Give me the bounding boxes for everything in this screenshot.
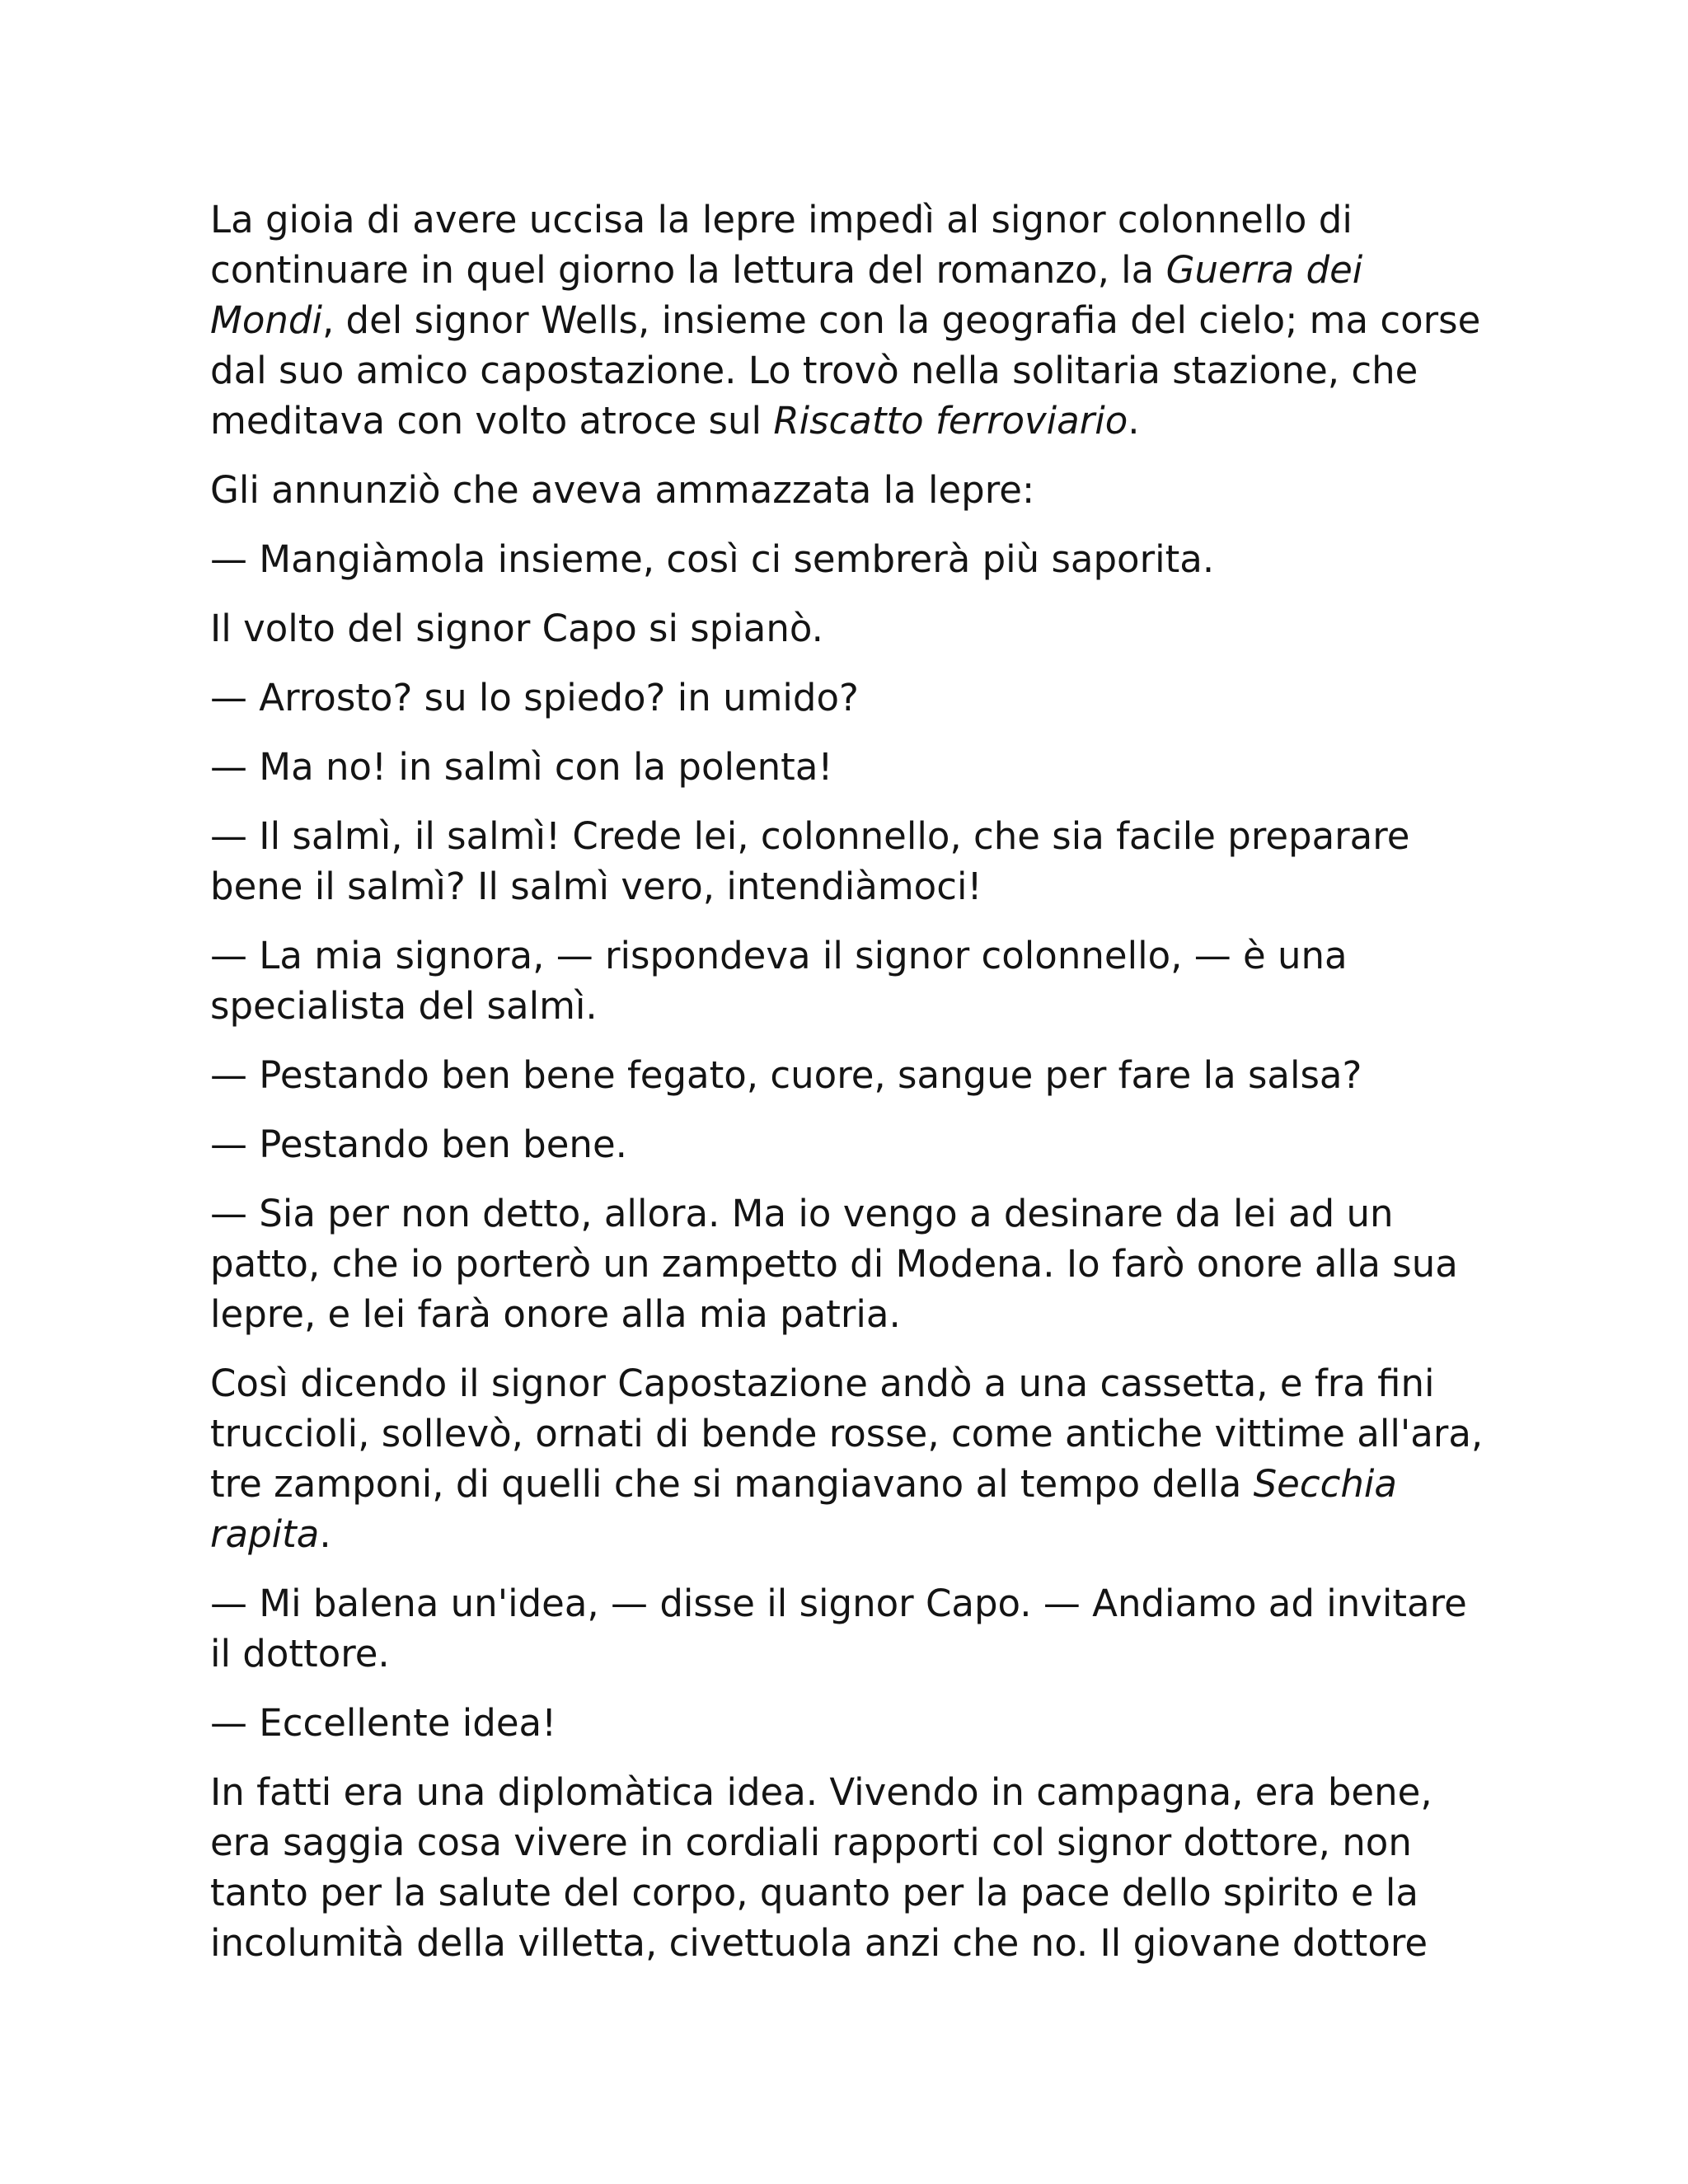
italic-title-text: Riscatto ferroviario bbox=[773, 399, 1128, 443]
paragraph bbox=[210, 930, 1496, 1031]
paragraph-text: , del signor Wells, insieme con la geografia del cielo; ma corse dal suo amico capostazione. Lo trovò nella solitaria stazione, che meditava con volto atroce sul bbox=[210, 298, 1481, 443]
paragraph bbox=[210, 1767, 1496, 1968]
paragraph-text: — Ma no! in salmì con la polenta! bbox=[210, 745, 833, 789]
paragraph-text: Così dicendo il signor Capostazione andò a una cassetta, e fra fini truccioli, sollevò, ornati di bende rosse, come antiche vittime all'ara, tre zamponi, di quelli che si mangiavano al tempo della bbox=[210, 1361, 1484, 1506]
paragraph bbox=[210, 1698, 1496, 1748]
paragraph-text: — Arrosto? su lo spiedo? in umido? bbox=[210, 676, 859, 719]
paragraph bbox=[210, 811, 1496, 912]
paragraph bbox=[210, 1578, 1496, 1679]
paragraph bbox=[210, 1188, 1496, 1339]
paragraph-text: — Mi balena un'idea, — disse il signor Capo. — Andiamo ad invitare il dottore. bbox=[210, 1582, 1467, 1675]
paragraph-text: La gioia di avere uccisa la lepre impedì al signor colonnello di continuare in quel giorno la lettura del romanzo, la bbox=[210, 198, 1353, 292]
paragraph-text: — Eccellente idea! bbox=[210, 1701, 557, 1745]
paragraph bbox=[210, 673, 1496, 723]
paragraph-text: — Pestando ben bene. bbox=[210, 1122, 627, 1166]
paragraph bbox=[210, 1119, 1496, 1169]
paragraph-text: Il volto del signor Capo si spianò. bbox=[210, 607, 823, 650]
italic-title-text: Secchia rapita bbox=[210, 1462, 1397, 1556]
paragraph-text: — Sia per non detto, allora. Ma io vengo a desinare da lei ad un patto, che io porterò un zampetto di Modena. Io farò onore alla sua lepre, e lei farà onore alla mia patria. bbox=[210, 1192, 1458, 1336]
paragraph bbox=[210, 742, 1496, 792]
paragraph bbox=[210, 465, 1496, 515]
paragraph-text: Gli annunziò che aveva ammazzata la lepre: bbox=[210, 468, 1035, 512]
paragraph bbox=[210, 1050, 1496, 1100]
paragraph-text: — Il salmì, il salmì! Crede lei, colonnello, che sia facile preparare bene il salmì? Il salmì vero, intendiàmoci! bbox=[210, 814, 1410, 908]
paragraph bbox=[210, 603, 1496, 654]
paragraph-text: . bbox=[319, 1512, 331, 1556]
paragraph-text: In fatti era una diplomàtica idea. Vivendo in campagna, era bene, era saggia cosa vivere in cordiali rapporti col signor dottore, non tanto per la salute del corpo, quanto per la pace dello spirito e la incolumità della villetta, civettuola anzi che no. Il giovane dottore bbox=[210, 1770, 1432, 1965]
italic-title-text: Guerra dei Mondi bbox=[210, 248, 1363, 342]
book-page bbox=[210, 194, 1496, 1987]
paragraph-text: — La mia signora, — rispondeva il signor colonnello, — è una specialista del salmì. bbox=[210, 934, 1348, 1028]
paragraph-text: — Mangiàmola insieme, così ci sembrerà più saporita. bbox=[210, 537, 1215, 581]
paragraph bbox=[210, 1358, 1496, 1559]
paragraph-text: — Pestando ben bene fegato, cuore, sangue per fare la salsa? bbox=[210, 1053, 1362, 1097]
paragraph bbox=[210, 194, 1496, 446]
paragraph bbox=[210, 534, 1496, 584]
paragraph-text: . bbox=[1128, 399, 1140, 443]
